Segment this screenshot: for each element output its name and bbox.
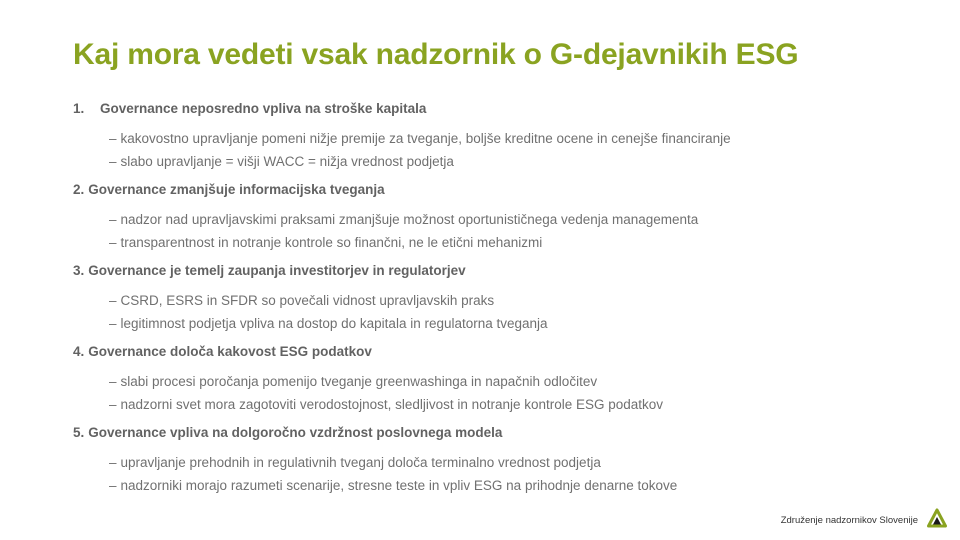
- bullet-item: [109, 232, 903, 255]
- bullet-dash: –: [109, 131, 117, 146]
- slide-title: Kaj mora vedeti vsak nadzornik o G-dejavnikih ESG: [73, 38, 799, 71]
- bullet-dash: –: [109, 315, 117, 331]
- section-heading-text: Governance vpliva na dolgoročno vzdržnost poslovnega modela: [88, 425, 503, 440]
- section-number: 5.: [73, 425, 85, 440]
- bullet-item: [109, 151, 903, 174]
- bullet-item: [109, 394, 903, 417]
- footer-organization: Združenje nadzornikov Slovenije: [780, 515, 918, 526]
- bullet-item: [109, 452, 903, 475]
- bullet-text: legitimnost podjetja vpliva na dostop do kapitala in regulatorna tveganja: [120, 315, 548, 331]
- section-heading: [73, 423, 903, 443]
- bullet-list: [73, 443, 903, 497]
- section-3: [73, 261, 903, 335]
- bullet-text: upravljanje prehodnih in regulativnih tveganj določa terminalno vrednost podjetja: [120, 455, 601, 470]
- bullet-text: transparentnost in notranje kontrole so finančni, ne le etični mehanizmi: [120, 234, 543, 250]
- section-gap: [73, 335, 903, 342]
- section-5: [73, 423, 903, 497]
- section-number: 1.: [73, 101, 85, 116]
- bullet-text: slabo upravljanje = višji WACC = nižja vrednost podjetja: [120, 153, 454, 169]
- bullet-dash: –: [109, 455, 117, 470]
- bullet-dash: –: [109, 477, 117, 493]
- section-heading-text: Governance neposredno vpliva na stroške kapitala: [100, 101, 427, 116]
- bullet-text: slabi procesi poročanja pomenijo tveganje greenwashinga in napačnih odločitev: [120, 374, 598, 389]
- bullet-item: [109, 209, 903, 232]
- bullet-list: [73, 200, 903, 254]
- section-2: [73, 180, 903, 254]
- bullet-list: [73, 119, 903, 173]
- bullet-dash: –: [109, 293, 117, 308]
- section-number: 4.: [73, 344, 85, 359]
- bullet-dash: –: [109, 396, 117, 412]
- section-heading-text: Governance je temelj zaupanja investitorjev in regulatorjev: [88, 263, 466, 278]
- section-heading-text: Governance zmanjšuje informacijska tveganja: [88, 182, 385, 197]
- zns-triangle-logo-icon: [927, 508, 947, 530]
- bullet-dash: –: [109, 374, 117, 389]
- bullet-text: kakovostno upravljanje pomeni nižje premije za tveganje, boljše kreditne ocene in cenejše financiranje: [120, 131, 731, 146]
- section-1: [73, 99, 903, 173]
- bullet-item: [109, 371, 903, 394]
- section-gap: [73, 416, 903, 423]
- bullet-list: [73, 281, 903, 335]
- section-4: [73, 342, 903, 416]
- bullet-item: [109, 128, 903, 151]
- bullet-item: [109, 290, 903, 313]
- bullet-item: [109, 475, 903, 498]
- bullet-list: [73, 362, 903, 416]
- section-number: 3.: [73, 263, 85, 278]
- bullet-text: nadzor nad upravljavskimi praksami zmanjšuje možnost oportunističnega vedenja managementa: [120, 212, 699, 227]
- bullet-dash: –: [109, 234, 117, 250]
- section-heading: [73, 180, 903, 200]
- section-heading: [73, 261, 903, 281]
- section-heading: [73, 99, 903, 119]
- bullet-item: [109, 313, 903, 336]
- section-heading: [73, 342, 903, 362]
- bullet-text: nadzorniki morajo razumeti scenarije, stresne teste in vpliv ESG na prihodnje denarne tokove: [120, 477, 678, 493]
- bullet-dash: –: [109, 153, 117, 169]
- section-heading-text: Governance določa kakovost ESG podatkov: [88, 344, 372, 359]
- section-gap: [73, 254, 903, 261]
- section-number: 2.: [73, 182, 85, 197]
- bullet-text: CSRD, ESRS in SFDR so povečali vidnost upravljavskih praks: [120, 293, 495, 308]
- slide-content: [73, 99, 903, 497]
- bullet-text: nadzorni svet mora zagotoviti verodostojnost, sledljivost in notranje kontrole ESG podatkov: [120, 396, 664, 412]
- bullet-dash: –: [109, 212, 117, 227]
- section-gap: [73, 173, 903, 180]
